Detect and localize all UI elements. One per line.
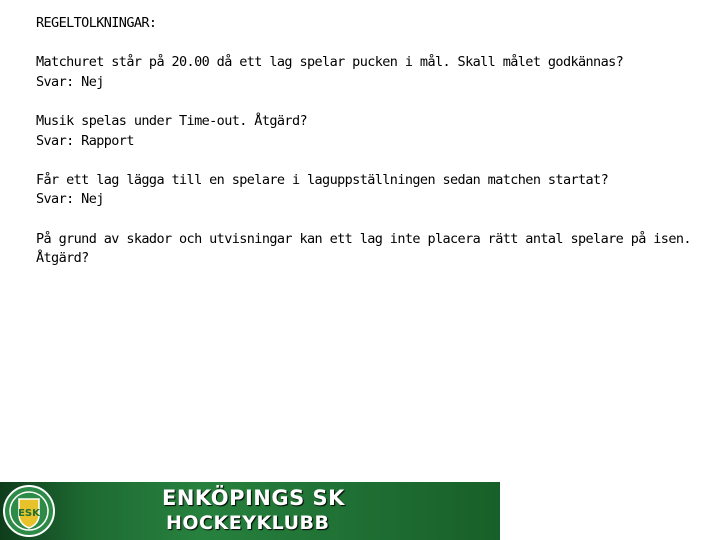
club-banner [0, 482, 500, 540]
svg-text:ESK: ESK [18, 508, 40, 519]
club-name-line-1: ENKÖPINGS SK [162, 486, 345, 510]
club-name [162, 486, 345, 536]
answer-3: Svar: Nej [36, 191, 104, 208]
answer-1: Svar: Nej [36, 73, 104, 90]
question-4: På grund av skador och utvisningar kan ett lag inte placera rätt antal spelare på isen. [36, 230, 691, 247]
question-3: Får ett lag lägga till en spelare i laguppställningen sedan matchen startat? [36, 171, 609, 188]
spacer [36, 34, 706, 54]
spacer [36, 151, 706, 171]
question-1: Matchuret står på 20.00 då ett lag spelar pucken i mål. Skall målet godkännas? [36, 54, 624, 71]
question-2: Musik spelas under Time-out. Åtgärd? [36, 112, 307, 129]
club-name-line-2: HOCKEYKLUBB [166, 512, 330, 534]
club-crest-logo [2, 484, 56, 538]
heading: REGELTOLKNINGAR: [36, 15, 157, 31]
answer-4: Åtgärd? [36, 250, 89, 267]
answer-2: Svar: Rapport [36, 132, 134, 149]
spacer [36, 92, 706, 112]
spacer [36, 210, 706, 230]
rule-interpretations [36, 14, 706, 269]
